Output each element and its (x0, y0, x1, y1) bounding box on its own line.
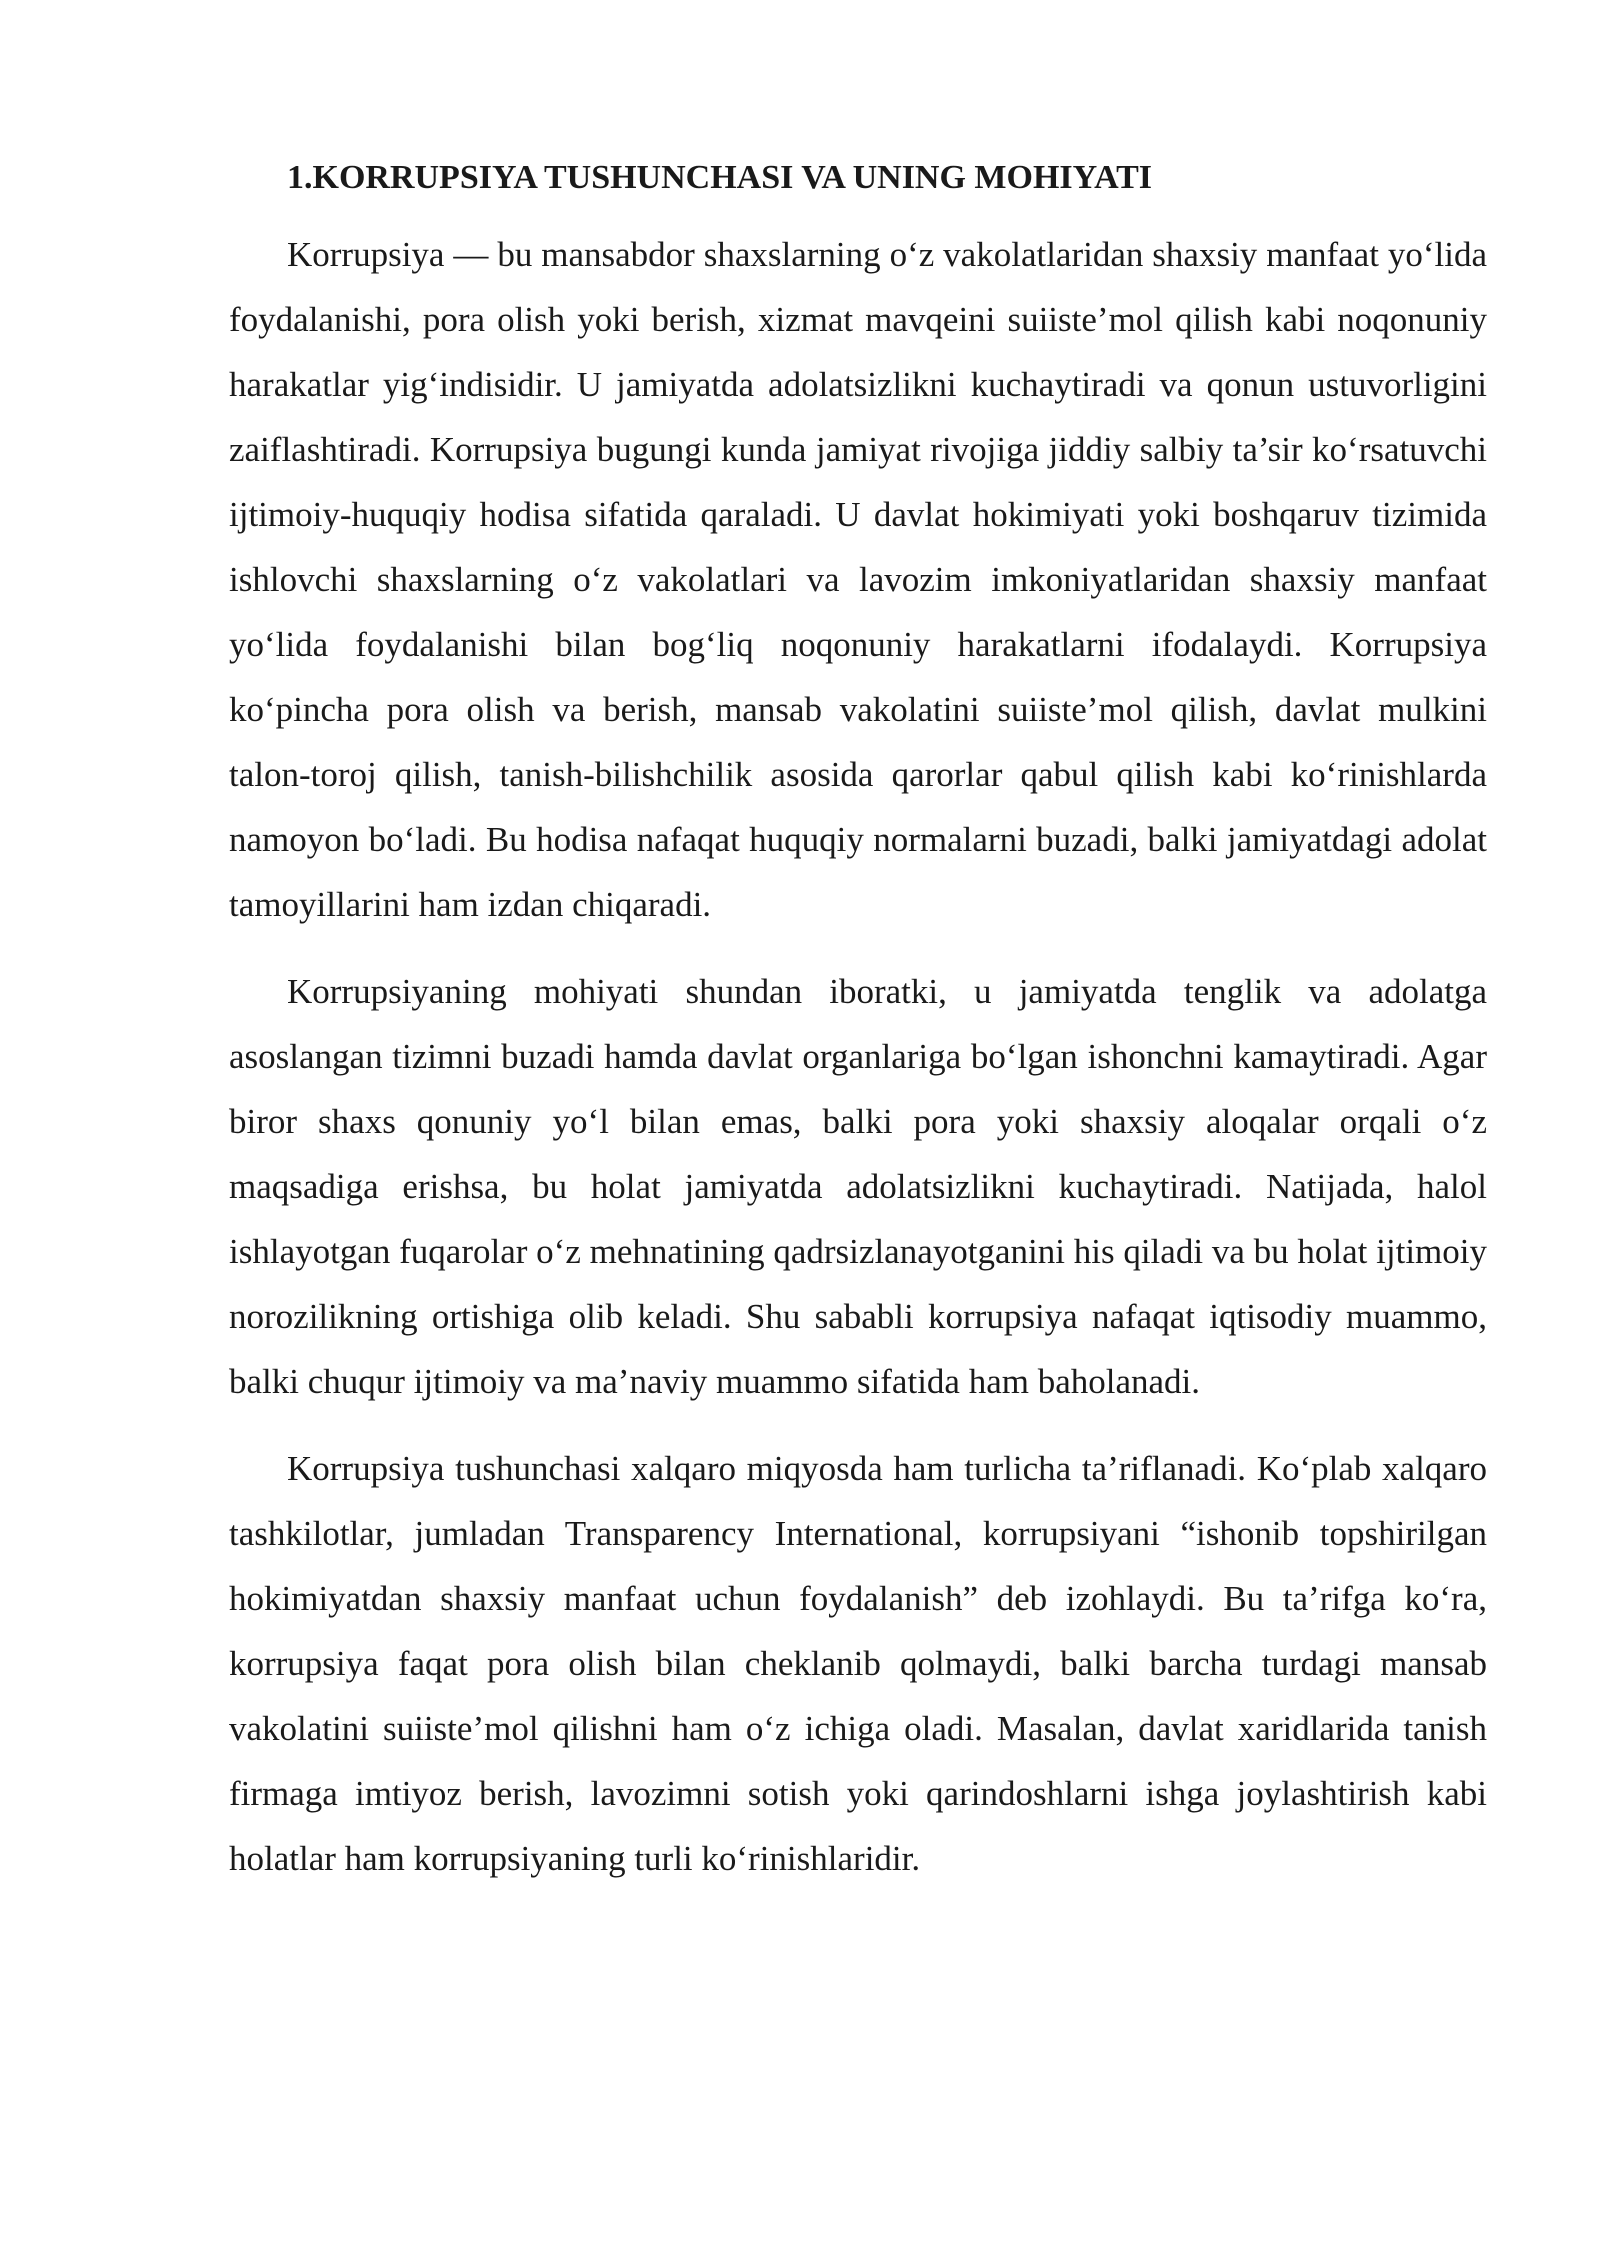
section-heading: 1.KORRUPSIYA TUSHUNCHASI VA UNING MOHIYATI (287, 159, 1153, 196)
paragraph-definition: Korrupsiya — bu mansabdor shaxslarning o‘z vakolatlaridan shaxsiy manfaat yo‘lida foydalanishi, pora olish yoki berish, xizmat mavqeini suiiste’mol qilish kabi noqonuniy harakatlar yig‘indisidir. U jamiyatda adolatsizlikni kuchaytiradi va qonun ustuvorligini zaiflashtiradi. Korrupsiya bugungi kunda jamiyat rivojiga jiddiy salbiy ta’sir ko‘rsatuvchi ijtimoiy-huquqiy hodisa sifatida qaraladi. U davlat hokimiyati yoki boshqaruv tizimida ishlovchi shaxslarning o‘z vakolatlari va lavozim imkoniyatlaridan shaxsiy manfaat yo‘lida foydalanishi bilan bog‘liq noqonuniy harakatlarni ifodalaydi. Korrupsiya ko‘pincha pora olish va berish, mansab vakolatini suiiste’mol qilish, davlat mulkini talon-toroj qilish, tanish-bilishchilik asosida qarorlar qabul qilish kabi ko‘rinishlarda namoyon bo‘ladi. Bu hodisa nafaqat huquqiy normalarni buzadi, balki jamiyatdagi adolat tamoyillarini ham izdan chiqaradi. (229, 235, 1487, 924)
paragraph-international: Korrupsiya tushunchasi xalqaro miqyosda ham turlicha ta’riflanadi. Ko‘plab xalqaro tashkilotlar, jumladan Transparency International, korrupsiyani “ishonib topshirilgan hokimiyatdan shaxsiy manfaat uchun foydalanish” deb izohlaydi. Bu ta’rifga ko‘ra, korrupsiya faqat pora olish bilan cheklanib qolmaydi, balki barcha turdagi mansab vakolatini suiiste’mol qilishni ham o‘z ichiga oladi. Masalan, davlat xaridlarida tanish firmaga imtiyoz berish, lavozimni sotish yoki qarindoshlarni ishga joylashtirish kabi holatlar ham korrupsiyaning turli ko‘rinishlaridir. (229, 1449, 1487, 1878)
document-body (229, 150, 1487, 1913)
paragraph-essence: Korrupsiyaning mohiyati shundan iboratki, u jamiyatda tenglik va adolatga asoslangan tizimni buzadi hamda davlat organlariga bo‘lgan ishonchni kamaytiradi. Agar biror shaxs qonuniy yo‘l bilan emas, balki pora yoki shaxsiy aloqalar orqali o‘z maqsadiga erishsa, bu holat jamiyatda adolatsizlikni kuchaytiradi. Natijada, halol ishlayotgan fuqarolar o‘z mehnatining qadrsizlanayotganini his qiladi va bu holat ijtimoiy norozilikning ortishiga olib keladi. Shu sababli korrupsiya nafaqat iqtisodiy muammo, balki chuqur ijtimoiy va ma’naviy muammo sifatida ham baholanadi. (229, 972, 1487, 1401)
